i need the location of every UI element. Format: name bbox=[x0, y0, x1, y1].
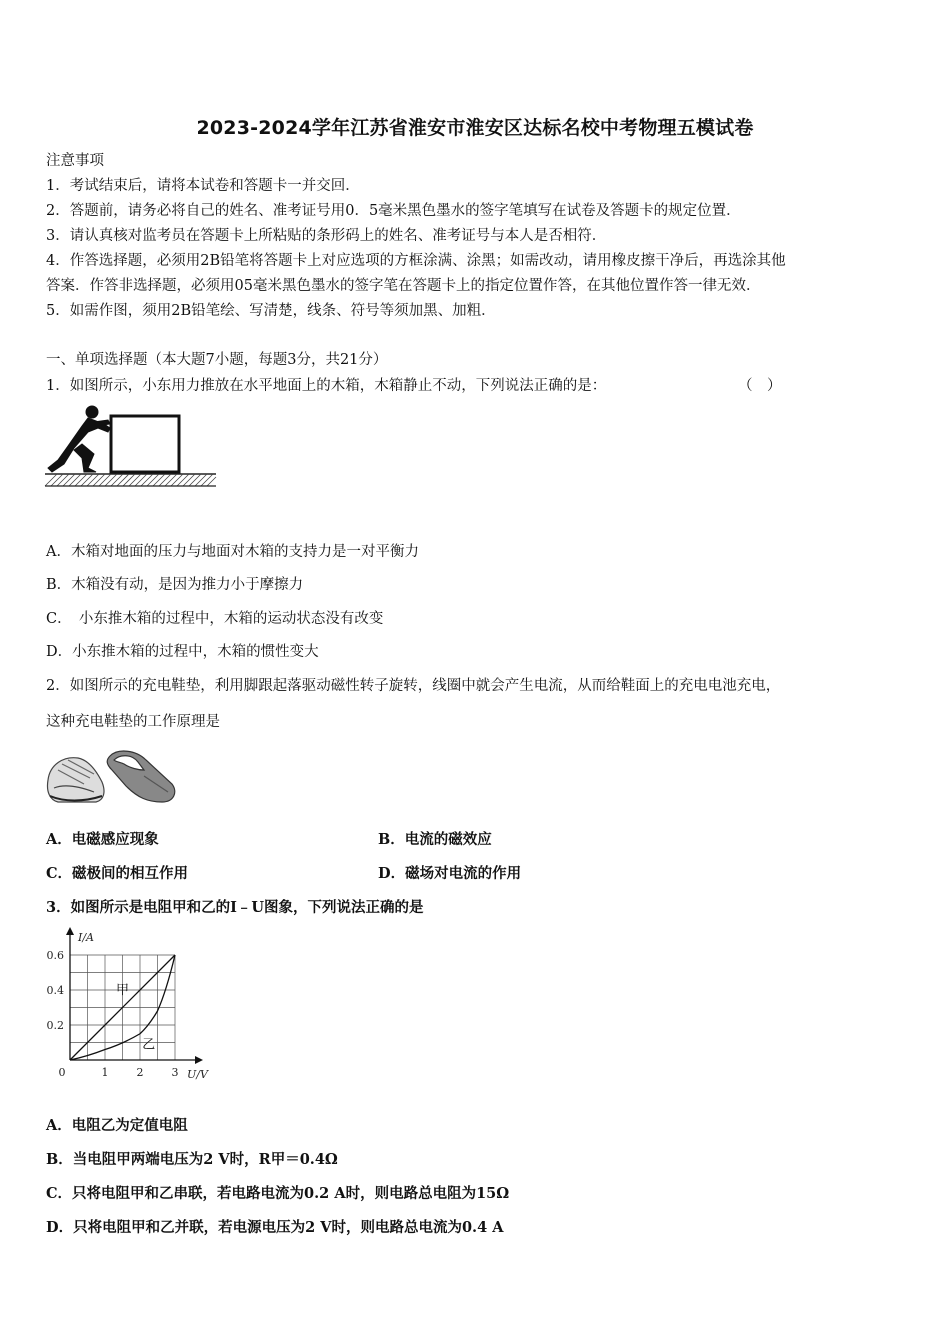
y-tick-label: 0.6 bbox=[46, 949, 64, 962]
q3-option-d: D．只将电阻甲和乙并联，若电源电压为2 V时，则电路总电流为0.4 A bbox=[46, 1219, 504, 1236]
q2-option-d: D．磁场对电流的作用 bbox=[378, 865, 522, 882]
q2-stem-line-2: 这种充电鞋垫的工作原理是 bbox=[46, 714, 220, 730]
notice-item-4-cont: 答案．作答非选择题，必须用05毫米黑色墨水的签字笔在答题卡上的指定位置作答，在其他位置作答一律无效． bbox=[46, 278, 761, 294]
q2-option-a: A．电磁感应现象 bbox=[46, 831, 159, 848]
q3-option-a: A．电阻乙为定值电阻 bbox=[46, 1117, 188, 1134]
x-tick-label: 0 bbox=[58, 1066, 66, 1079]
notice-item-1: 1．考试结束后，请将本试卷和答题卡一并交回． bbox=[46, 178, 360, 194]
y-tick-label: 0.4 bbox=[46, 984, 64, 997]
q3-option-b: B．当电阻甲两端电压为2 V时，R甲＝0.4Ω bbox=[46, 1151, 338, 1168]
q2-option-b: B．电流的磁效应 bbox=[378, 831, 492, 848]
x-tick-label: 3 bbox=[171, 1066, 179, 1079]
q1-option-a: A．木箱对地面的压力与地面对木箱的支持力是一对平衡力 bbox=[46, 544, 419, 560]
q3-iu-chart bbox=[40, 926, 220, 1086]
y-axis-arrow bbox=[66, 927, 74, 935]
page-title: 2023-2024学年江苏省淮安市淮安区达标名校中考物理五模试卷 bbox=[196, 117, 754, 139]
x-axis-arrow bbox=[195, 1056, 203, 1064]
x-axis-label: U/V bbox=[187, 1068, 208, 1081]
q2-stem-line-1: 2．如图所示的充电鞋垫，利用脚跟起落驱动磁性转子旋转，线圈中就会产生电流，从而给鞋面上的充电电池充电， bbox=[46, 678, 781, 694]
x-tick-label: 1 bbox=[101, 1066, 109, 1079]
q1-option-d: D．小东推木箱的过程中，木箱的惯性变大 bbox=[46, 644, 319, 660]
series-label-jia: 甲 bbox=[115, 983, 130, 998]
q3-stem: 3．如图所示是电阻甲和乙的I﹣U图象，下列说法正确的是 bbox=[46, 899, 424, 916]
notice-item-3: 3．请认真核对监考员在答题卡上所粘贴的条形码上的姓名、准考证号与本人是否相符． bbox=[46, 228, 607, 244]
y-tick-label: 0.2 bbox=[46, 1019, 64, 1032]
notice-item-4: 4．作答选择题，必须用2B铅笔将答题卡上对应选项的方框涂满、涂黑；如需改动，请用橡皮擦干净后，再选涂其他 bbox=[46, 253, 786, 269]
notice-item-5: 5．如需作图，须用2B铅笔绘、写清楚，线条、符号等须加黑、加粗． bbox=[46, 303, 496, 319]
notice-item-2: 2．答题前，请务必将自己的姓名、准考证号用0．5毫米黑色墨水的签字笔填写在试卷及答题卡的规定位置． bbox=[46, 203, 741, 219]
q1-pushing-box-figure bbox=[44, 402, 220, 492]
series-label-yi: 乙 bbox=[142, 1037, 156, 1053]
q2-charging-insole-figure bbox=[44, 740, 180, 810]
q1-option-c: C． 小东推木箱的过程中，木箱的运动状态没有改变 bbox=[46, 611, 384, 627]
y-axis-label: I/A bbox=[78, 931, 94, 944]
q3-option-c: C．只将电阻甲和乙串联，若电路电流为0.2 A时，则电路总电阻为15Ω bbox=[46, 1185, 510, 1202]
x-tick-label: 2 bbox=[136, 1066, 144, 1079]
q1-option-b: B．木箱没有动，是因为推力小于摩擦力 bbox=[46, 577, 304, 593]
q1-stem: 1．如图所示，小东用力推放在水平地面上的木箱，木箱静止不动，下列说法正确的是： bbox=[46, 378, 607, 394]
q2-option-c: C．磁极间的相互作用 bbox=[46, 865, 189, 882]
q1-answer-blank: （ ） bbox=[738, 378, 782, 394]
section-heading: 一、单项选择题（本大题7小题，每题3分，共21分） bbox=[46, 352, 388, 368]
notice-heading: 注意事项 bbox=[46, 153, 104, 169]
